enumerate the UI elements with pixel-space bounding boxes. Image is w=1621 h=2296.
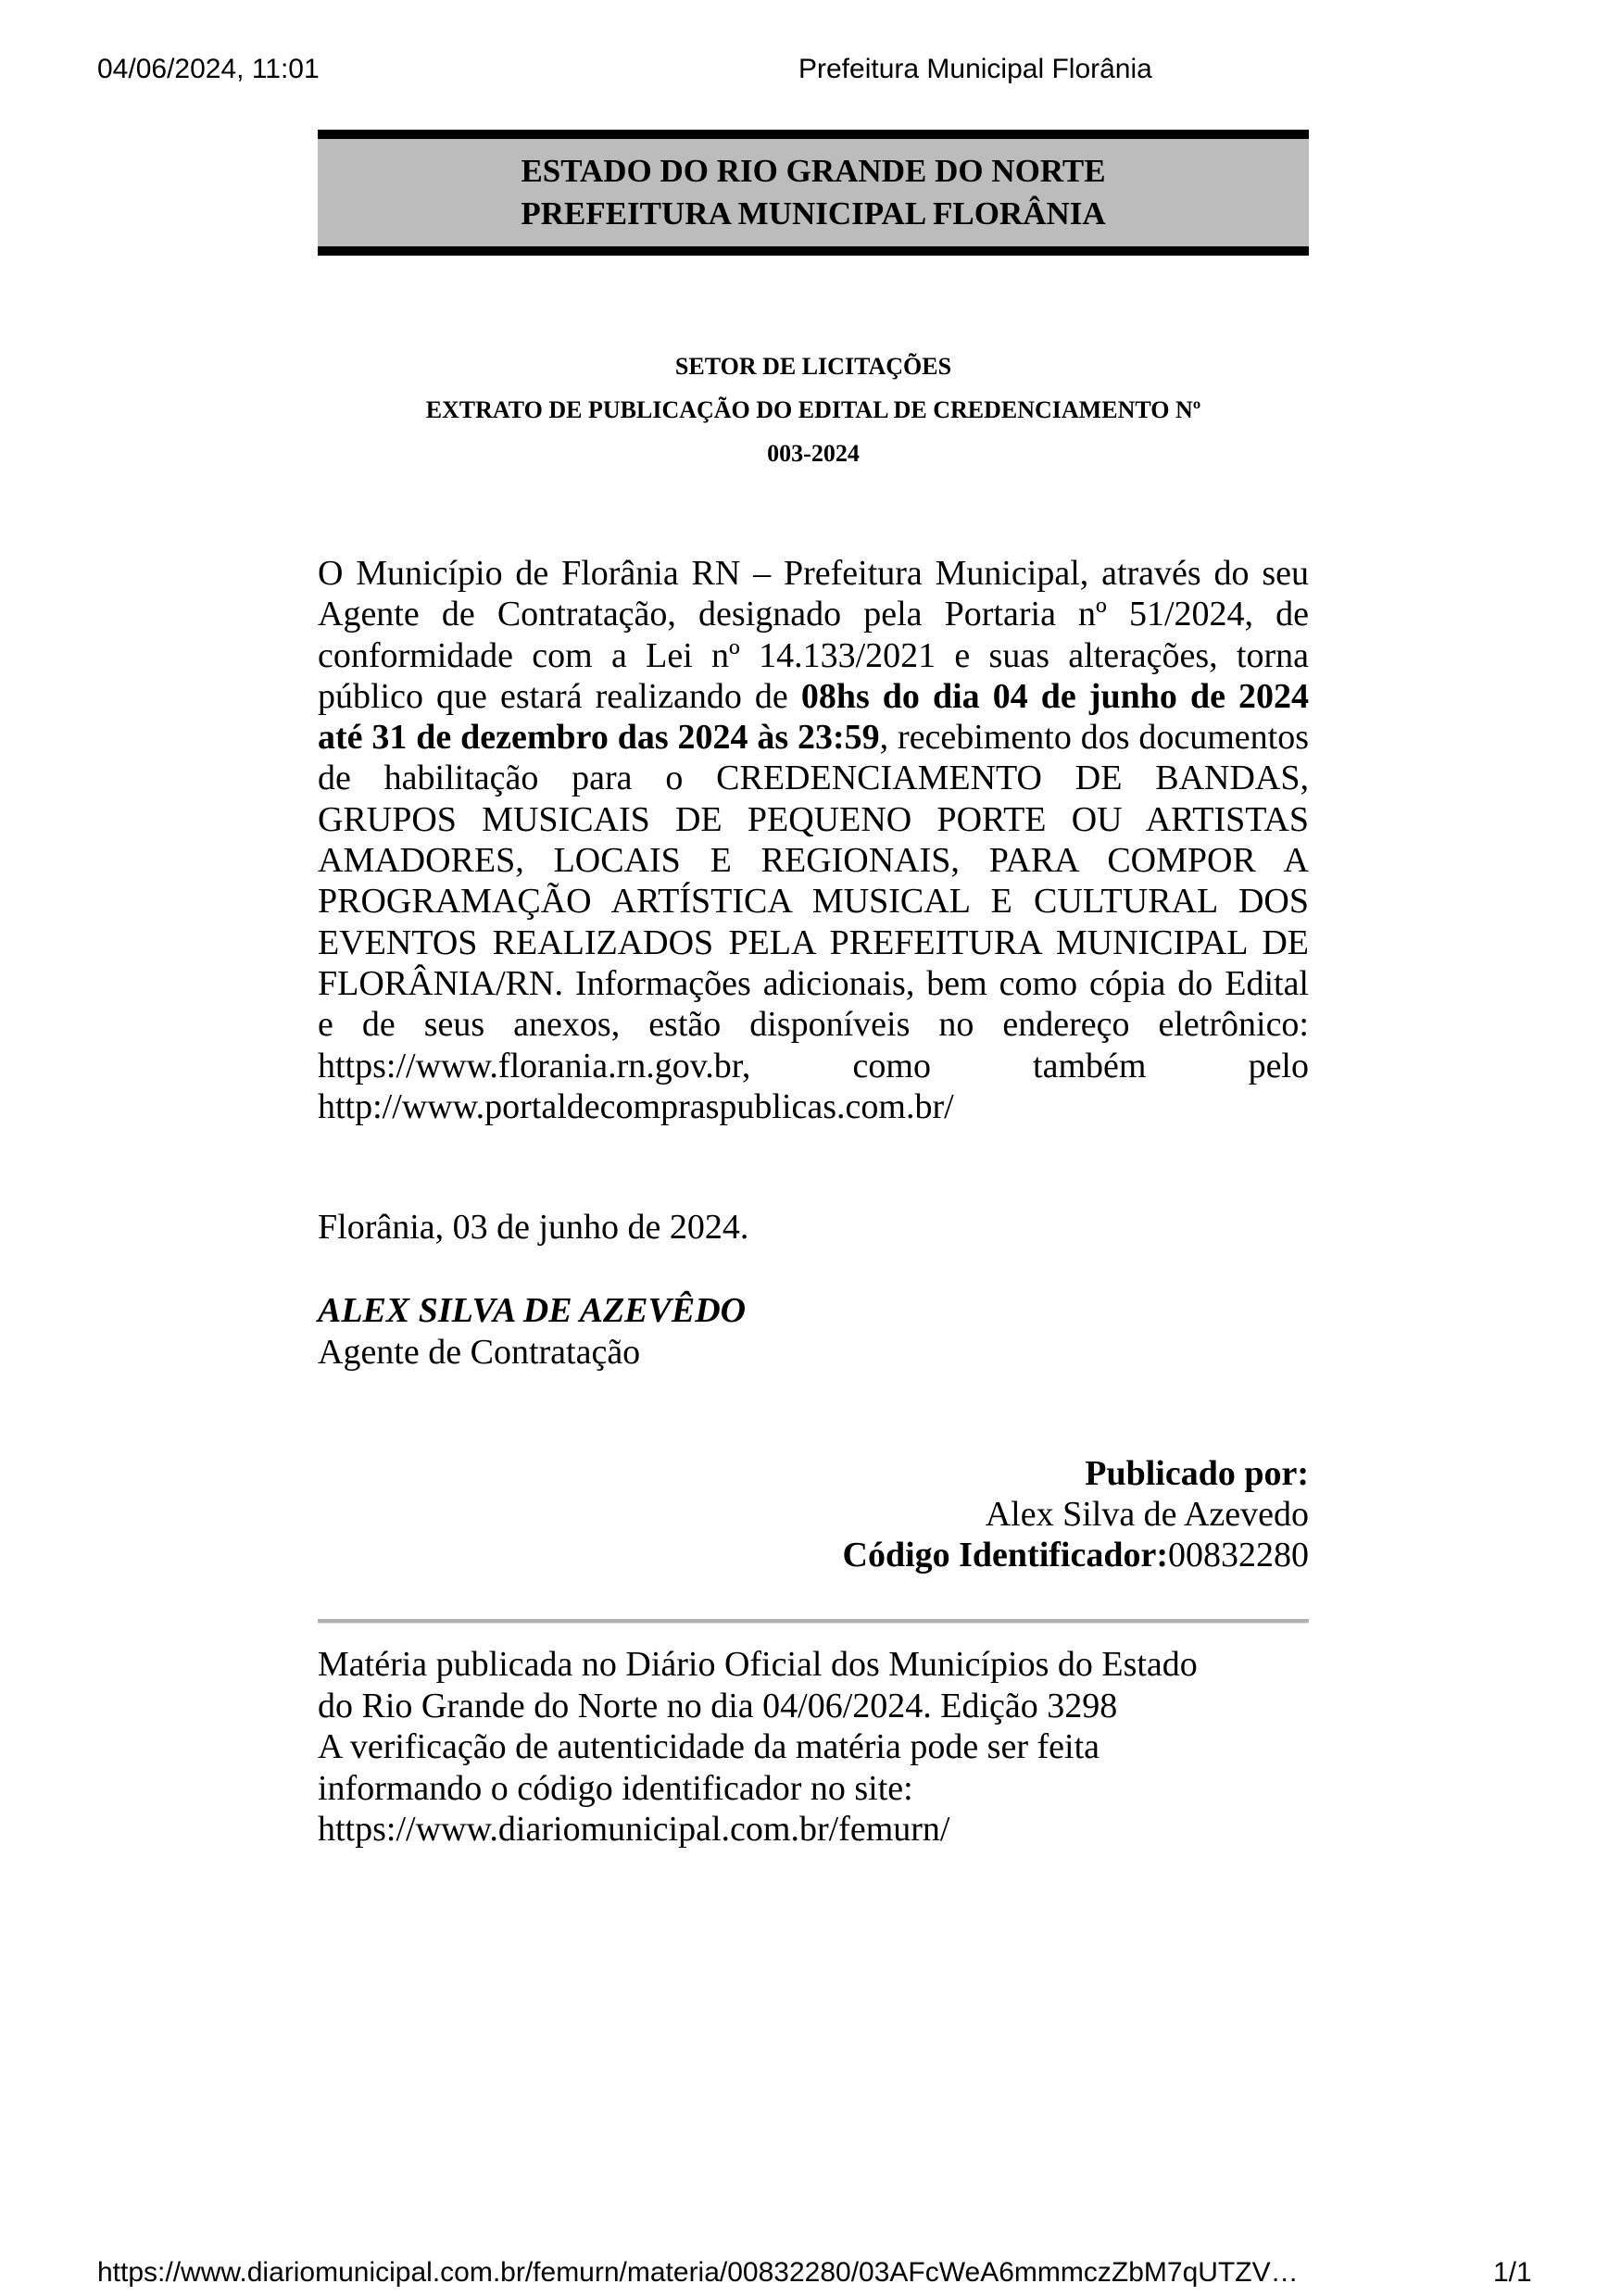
note-line-4: informando o código identificador no site: xyxy=(318,1768,913,1808)
signature-block xyxy=(318,1290,746,1374)
print-footer xyxy=(0,2257,1621,2294)
body-text-part2: , recebimento dos documentos de habilitação para o CREDENCIAMENTO DE BANDAS, GRUPOS MUSICAIS DE PEQUENO PORTE OU ARTISTAS AMADORES, LOCAIS E REGIONAIS, PARA COMPOR A PROGRAMAÇÃO ARTÍSTICA MUSICAL E CULTURAL DOS EVENTOS REALIZADOS PELA PREFEITURA MUNICIPAL DE FLORÂNIA/RN. Informações adicionais, bem como cópia do Edital e de seus anexos, estão disponíveis no endereço eletrônico: https://www.florania.rn.gov.br, como também pelo http://www.portaldecompraspublicas.com.br/ xyxy=(318,718,1309,1126)
body-text-part1: O Município de Florânia RN – Prefeitura Municipal, através do seu Agente de Contratação, designado pela Portaria nº 51/2024, de conformidade com a Lei nº 14.133/2021 e suas alterações, torna público que estará realizando de xyxy=(318,554,1309,716)
section-heading xyxy=(318,345,1309,475)
print-header xyxy=(0,54,1621,91)
published-by-label: Publicado por: xyxy=(1085,1454,1309,1493)
footer-divider xyxy=(318,1619,1309,1624)
signer-name: ALEX SILVA DE AZEVÊDO xyxy=(318,1291,747,1330)
edital-number: 003-2024 xyxy=(767,440,860,467)
signer-role: Agente de Contratação xyxy=(318,1333,641,1372)
page-number: 1/1 xyxy=(1493,2257,1532,2288)
identifier-code-label: Código Identificador: xyxy=(842,1536,1168,1575)
publisher-name: Alex Silva de Azevedo xyxy=(985,1495,1309,1534)
identifier-code: 00832280 xyxy=(1168,1536,1309,1575)
document-date: Florânia, 03 de junho de 2024. xyxy=(318,1208,749,1247)
print-page-title: Prefeitura Municipal Florânia xyxy=(798,54,1152,84)
sector-title: SETOR DE LICITAÇÕES xyxy=(674,353,952,380)
print-source-url[interactable]: https://www.diariomunicipal.com.br/femurn/materia/00832280/03AFcWeA6mmmczZbM7qUTZV… xyxy=(97,2257,1299,2288)
publication-info xyxy=(843,1453,1310,1575)
verification-url[interactable]: https://www.diariomunicipal.com.br/femurn/ xyxy=(318,1810,950,1849)
extract-title: EXTRATO DE PUBLICAÇÃO DO EDITAL DE CREDENCIAMENTO Nº xyxy=(425,396,1201,423)
note-line-3: A verificação de autenticidade da matéria pode ser feita xyxy=(318,1727,1100,1766)
note-line-2: do Rio Grande do Norte no dia 04/06/2024. Edição 3298 xyxy=(318,1686,1118,1725)
main-body-paragraph xyxy=(318,553,1309,1127)
state-banner xyxy=(318,130,1309,256)
body-text-bold-period: 08hs do dia 04 de junho de 2024 até 31 de dezembro das 2024 às 23:59 xyxy=(318,676,1310,758)
banner-municipality-line: PREFEITURA MUNICIPAL FLORÂNIA xyxy=(521,195,1106,232)
banner-state-line: ESTADO DO RIO GRANDE DO NORTE xyxy=(521,153,1106,189)
print-datetime: 04/06/2024, 11:01 xyxy=(97,54,320,84)
publication-note xyxy=(318,1644,1309,1851)
note-line-1: Matéria publicada no Diário Oficial dos Municípios do Estado xyxy=(318,1645,1198,1684)
